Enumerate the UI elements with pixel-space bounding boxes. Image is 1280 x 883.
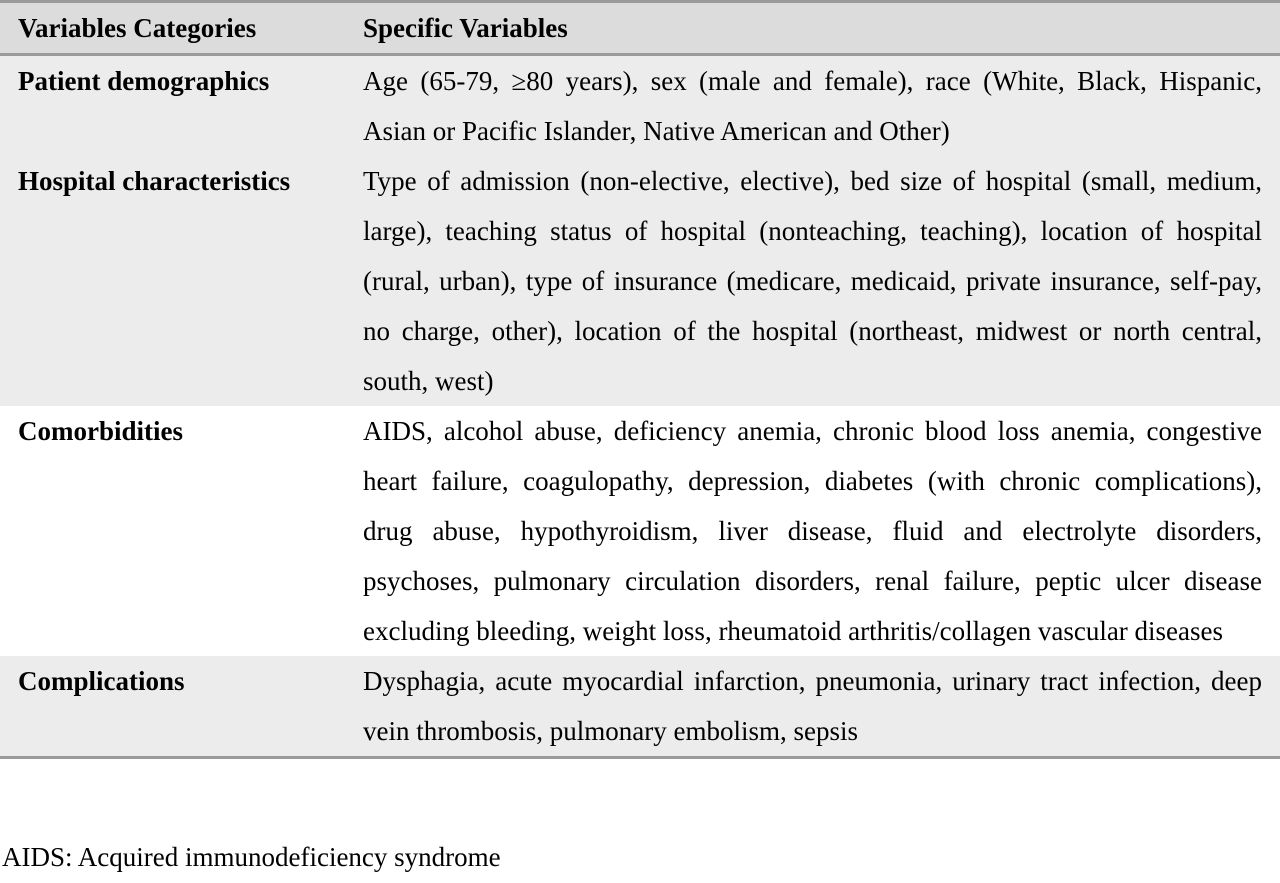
table-header [0, 2, 1280, 55]
row-specific-patient-demographics: Age (65-79, ≥80 years), sex (male and female), race (White, Black, Hispanic, Asian or Pacific Islander, Native American and Other) [363, 66, 1262, 146]
table-footnote: AIDS: Acquired immunodeficiency syndrome [2, 842, 501, 872]
header-specific-variables: Specific Variables [363, 12, 568, 43]
table-row [0, 55, 1280, 157]
row-specific-comorbidities: AIDS, alcohol abuse, deficiency anemia, chronic blood loss anemia, congestive heart failure, coagulopathy, depression, diabetes (with chronic complications), drug abuse, hypothyroidism, liver disease, fluid and electrolyte disorders, psychoses, pulmonary circulation disorders, renal failure, peptic ulcer disease excluding bleeding, weight loss, rheumatoid arthritis/collagen vascular diseases [363, 416, 1262, 646]
row-specific-hospital-characteristics: Type of admission (non-elective, elective), bed size of hospital (small, medium, large), teaching status of hospital (nonteaching, teaching), location of hospital (rural, urban), type of insurance (medicare, medicaid, private insurance, self-pay, no charge, other), location of the hospital (northeast, midwest or north central, south, west) [363, 166, 1262, 396]
row-category-complications: Complications [18, 666, 185, 696]
header-row [0, 2, 1280, 55]
row-category-comorbidities: Comorbidities [18, 416, 183, 446]
header-variables-categories: Variables Categories [18, 12, 257, 43]
row-specific-complications: Dysphagia, acute myocardial infarction, pneumonia, urinary tract infection, deep vein thrombosis, pulmonary embolism, sepsis [363, 666, 1262, 746]
row-category-patient-demographics: Patient demographics [18, 66, 270, 96]
table-row [0, 656, 1280, 758]
table-row [0, 406, 1280, 656]
table-body [0, 55, 1280, 758]
table-row [0, 156, 1280, 406]
row-category-hospital-characteristics: Hospital characteristics [18, 166, 291, 196]
